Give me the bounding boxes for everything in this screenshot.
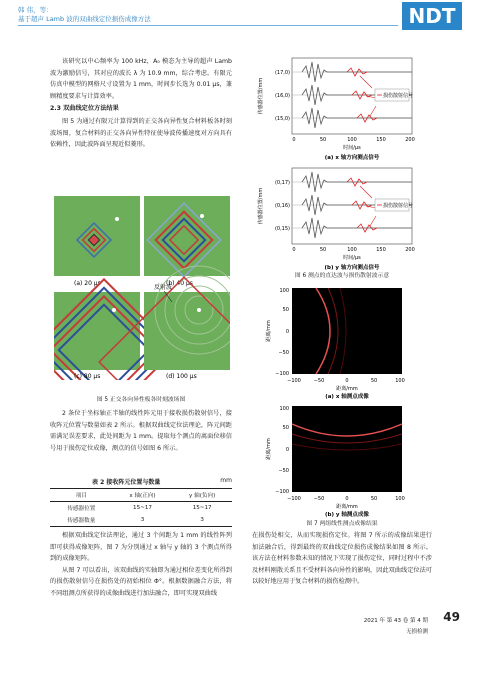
tick: −50 xyxy=(278,468,289,474)
tick: 150 xyxy=(376,247,386,253)
axis-label: 距离/mm xyxy=(336,386,358,392)
journal-logo: NDT xyxy=(402,2,462,30)
table-cell: 15~17 xyxy=(133,505,152,511)
tick: (15,0) xyxy=(274,116,290,122)
paragraph: 根据双曲线定位法理论，通过 3 个间距为 1 mm 的线性阵列即可获得成像矩阵，图 7 为分别通过 x 轴与 y 轴的 3 个测点所得到的成像矩阵。 xyxy=(50,532,232,563)
tick: (16,0) xyxy=(274,93,290,99)
table-cell: 传感器位置 xyxy=(67,506,96,512)
axis-label: 距离/mm xyxy=(266,438,272,460)
axis-label: 时间/μs xyxy=(343,145,361,151)
fig6-plot-b xyxy=(257,168,415,271)
fig5-sub-c: (c) 80 μs xyxy=(74,373,101,380)
fig6-annotation-b: 损伤散射信号 xyxy=(383,203,414,209)
fig6-sub-a: (a) x 轴方向测点信号 xyxy=(324,155,380,161)
paragraph: 在损伤处相交，从而实现损伤定位。将图 7 所示的成像结果进行加法融合后，得到最终的双曲线定位损伤成像结果如图 8 所示。该方法在材料参数未知的情况下实现了损伤定位，同时过程中不涉及材料刚散关系且不受材料各向异性的影响，因此双曲线定位法可以较好地应用于复合材料的损伤检测中。 xyxy=(252,532,432,586)
table2-title: 表 2 接收阵元位置与数量 xyxy=(92,479,161,486)
tick: 0 xyxy=(292,247,296,253)
fig6-caption: 图 6 测点的直达波与损伤散射波示意 xyxy=(294,273,390,279)
table2 xyxy=(50,488,232,527)
paragraph: 从图 7 可以看出，该双曲线的实轴即为通过相位差变化所得到的损伤散射信号在损伤处的初始相位 Φ°。根据数据融合方法，将不同组测点所获得的成像曲线进行加法融合，即可实现双曲线 xyxy=(50,566,232,597)
fig5-caption: 图 5 正交各向异性板各时刻波场图 xyxy=(96,397,186,403)
tick: 50 xyxy=(319,247,327,253)
tick: 50 xyxy=(319,137,327,143)
tick: 50 xyxy=(370,378,378,384)
tick: 150 xyxy=(376,137,386,143)
right-column-text xyxy=(252,530,432,588)
tick: 0 xyxy=(345,496,349,502)
tick: 50 xyxy=(370,496,378,502)
left-column-mid xyxy=(50,408,232,454)
tick: (0,16) xyxy=(274,203,290,209)
left-column-top xyxy=(50,56,232,151)
axis-label: 距离/mm xyxy=(336,504,358,510)
fig5-panel-a xyxy=(54,196,140,276)
table-header-cell: 项目 xyxy=(75,493,87,499)
tick: 100 xyxy=(395,496,405,502)
fig7-sub-a: (a) x 轴测点成像 xyxy=(325,394,369,400)
figure-5 xyxy=(54,196,230,380)
axis-label: 距离/mm xyxy=(266,320,272,342)
fig6-sub-b: (b) y 轴方向测点信号 xyxy=(324,265,380,271)
tick: 50 xyxy=(282,425,289,431)
tick: 100 xyxy=(395,378,405,384)
tick: (17,0) xyxy=(274,70,290,76)
page-number: 49 xyxy=(443,610,460,624)
table-cell: 传感器数量 xyxy=(67,518,96,524)
fig7-caption: 图 7 两组线性测点成像结果 xyxy=(306,521,378,527)
tick: (0,17) xyxy=(274,180,290,186)
tick: 0 xyxy=(292,137,296,143)
tick: −50 xyxy=(313,496,325,502)
table-header-cell: y 轴(负向) xyxy=(189,493,216,499)
table-cell: 3 xyxy=(140,517,145,523)
tick: (0,15) xyxy=(274,226,290,232)
tick: 0 xyxy=(285,447,289,453)
table-row xyxy=(50,514,232,527)
paragraph: 该研究以中心频率为 100 kHz，A₀ 模态为主导的超声 Lamb 波为激励信号，其对应的波长 λ 为 10.9 mm，综合考虑，有限元仿真中模型的网格尺寸设置为 1 mm，时间步长选为 0.01 μs，兼顾精度要求与计算效率。 xyxy=(50,58,232,100)
tick: 100 xyxy=(279,288,289,294)
fig5-sub-d: (d) 100 μs xyxy=(166,373,197,380)
table-row xyxy=(50,502,232,515)
running-title: 基于超声 Lamb 波的双曲线定位损伤成像方法 xyxy=(18,15,151,23)
tick: 50 xyxy=(282,307,289,313)
figure-6 xyxy=(252,56,432,278)
journal-issue: 2021 年 第 43 卷 第 4 期 xyxy=(363,618,428,624)
tick: 100 xyxy=(347,247,357,253)
left-column-bottom xyxy=(50,530,232,600)
paragraph: 2 条位于坐标轴正半轴的线性阵元用于接收损伤散射信号，接收阵元位置与数量如表 2 所示。根据双曲线定位法理论，阵元间距需满足误差要求，此处间距为 1 mm。提取每个测点的离面位移信号用于损伤定位成像，测点的信号如图 6 所示。 xyxy=(50,410,232,452)
journal-name: 无损检测 xyxy=(405,629,428,635)
fig7-plot-b xyxy=(265,406,405,518)
reflected-wave-label: 反射波 xyxy=(154,284,173,291)
running-authors: 韩 伟，等： xyxy=(18,6,53,14)
table2-title-row xyxy=(50,477,232,486)
fig7-sub-b: (b) y 轴测点成像 xyxy=(325,512,369,518)
axis-label: 传感器位置/mm xyxy=(258,187,264,225)
axis-label: 时间/μs xyxy=(343,255,361,261)
tick: 0 xyxy=(345,378,349,384)
section-heading: 2.3 双曲线定位方法结果 xyxy=(50,105,119,113)
tick: −50 xyxy=(313,378,325,384)
tick: 0 xyxy=(285,329,289,335)
tick: 200 xyxy=(405,247,415,253)
axis-label: 传感器位置/mm xyxy=(258,77,264,115)
fig6-plot-a xyxy=(257,58,415,161)
table-header-cell: x 轴(正向) xyxy=(129,493,156,499)
tick: −100 xyxy=(287,496,301,502)
tick: −100 xyxy=(287,378,301,384)
tick: −100 xyxy=(275,371,289,377)
table-cell: 15~17 xyxy=(192,505,212,511)
tick: −100 xyxy=(275,489,289,495)
fig6-annotation-a: 损伤散射信号 xyxy=(383,93,414,99)
tick: 100 xyxy=(279,406,289,412)
paragraph: 图 5 为通过有限元计算得到的正交各向异性复合材料板各时刻波场图，复合材料的正交各向异性特征使导波传播速度对方向具有依赖性，因此波阵面呈现近似菱形。 xyxy=(50,117,232,149)
tick: 200 xyxy=(405,137,415,143)
header-rule xyxy=(18,25,398,26)
fig5-sub-b: (b) 40 μs xyxy=(166,280,193,287)
tick: 100 xyxy=(347,137,357,143)
table2-unit: mm xyxy=(220,477,232,484)
tick: −50 xyxy=(278,350,289,356)
figure-7 xyxy=(256,284,430,518)
fig7-plot-a xyxy=(265,288,405,400)
fig5-sub-a: (a) 20 μs xyxy=(74,280,101,287)
table-header-row xyxy=(50,489,232,502)
table-cell: 3 xyxy=(200,517,204,523)
fig5-panel-b xyxy=(144,196,230,277)
